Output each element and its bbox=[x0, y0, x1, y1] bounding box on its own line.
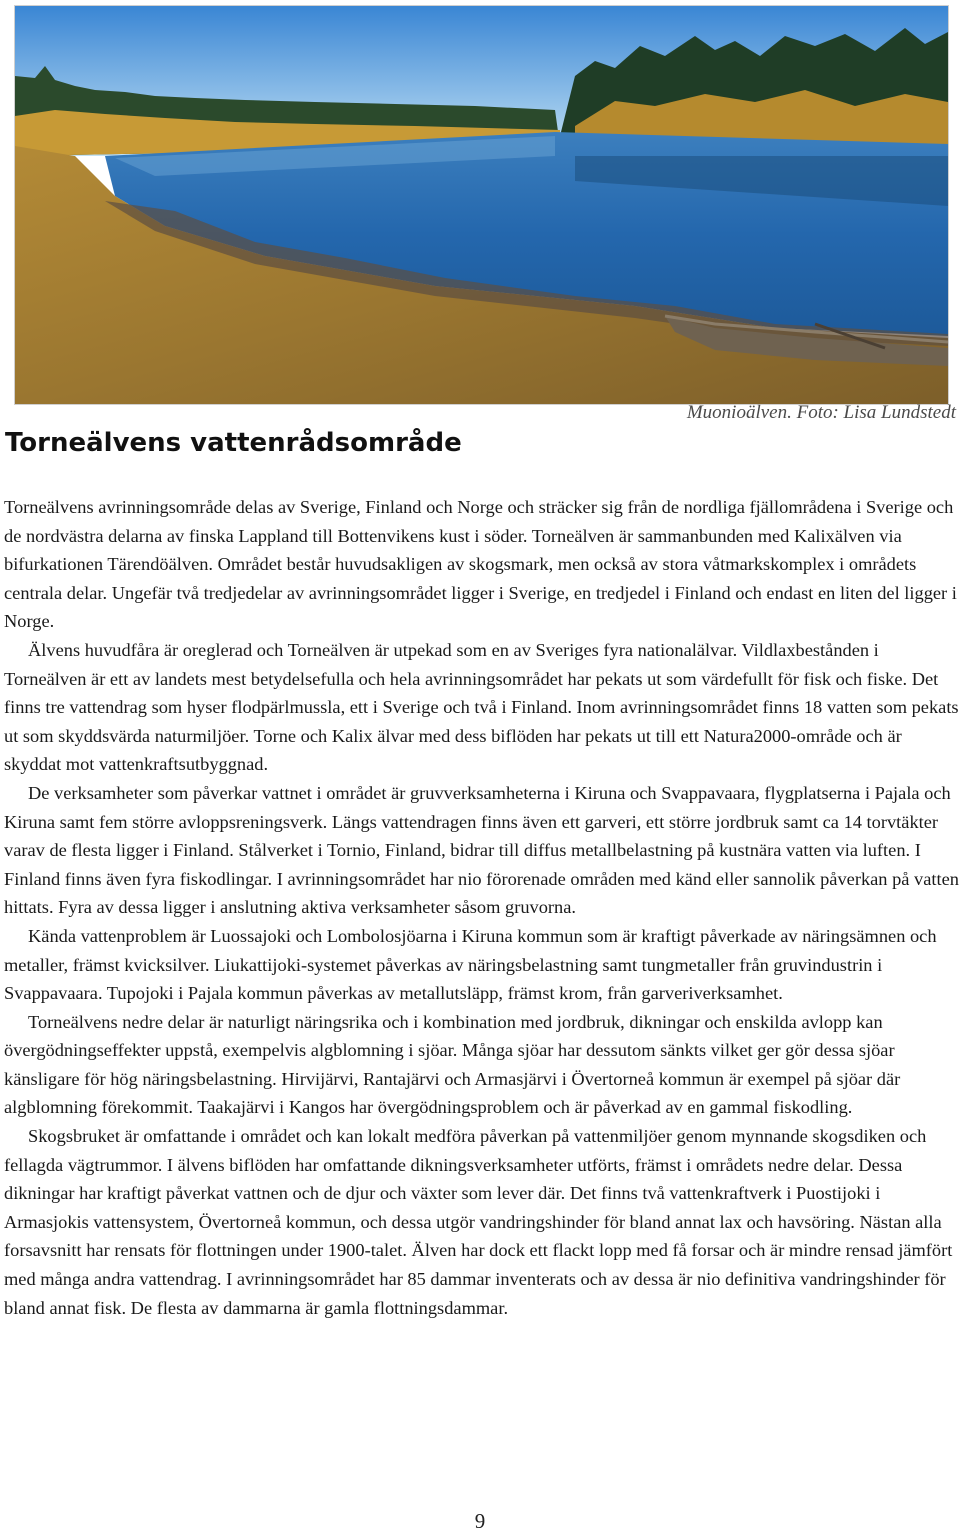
photo-caption: Muonioälven. Foto: Lisa Lundstedt bbox=[686, 402, 956, 423]
page-title: Torneälvens vattenrådsområde bbox=[5, 428, 462, 458]
paragraph: Torneälvens avrinningsområde delas av Sverige, Finland och Norge och sträcker sig från de nordliga fjällområdena i Sverige och de nordvästra delarna av finska Lappland till Bottenvikens kust i söder. Torneälven är sammanbunden med Kalixälven via bifurkationen Tärendöälven. Området består huvudsakligen av skogsmark, men också av stora våtmarkskomplex i områdets centrala delar. Ungefär två tredjedelar av avrinningsområdet ligger i Sverige, en tredjedel i Finland och endast en liten del ligger i Norge. bbox=[4, 497, 957, 632]
river-landscape-image bbox=[15, 6, 948, 404]
paragraph: Skogsbruket är omfattande i området och kan lokalt medföra påverkan på vattenmiljöer genom mynnande skogsdiken och fellagda vägtrummor. I älvens biflöden har omfattande dikningsverksamheter utförts, främst i områdets nedre delar. Dessa dikningar har kraftigt påverkat vattnen och de djur och växter som lever där. Det finns två vattenkraftverk i Puostijoki i Armasjokis vattensystem, Övertorneå kommun, och dessa utgör vandringshinder för bland annat lax och havsöring. Nästan alla forsavsnitt har rensats för flottningen under 1900-talet. Älven har dock ett flackt lopp med få forsar och är mindre rensad jämfört med många andra vattendrag. I avrinningsområdet har 85 dammar inventerats och av dessa är nio definitiva vandringshinder för bland annat fisk. De flesta av dammarna är gamla flottningsdammar. bbox=[4, 1126, 953, 1318]
paragraph: Kända vattenproblem är Luossajoki och Lombolosjöarna i Kiruna kommun som är kraftigt påverkade av näringsämnen och metaller, främst kvicksilver. Liukattijoki-systemet påverkas av näringsbelastning samt tungmetaller från gruvindustrin i Svappavaara. Tupojoki i Pajala kommun påverkas av metallutsläpp, främst krom, från garveriverksamhet. bbox=[4, 925, 937, 1004]
page-number: 9 bbox=[474, 1509, 486, 1533]
body-text bbox=[4, 493, 960, 1322]
paragraph: De verksamheter som påverkar vattnet i området är gruvverksamheterna i Kiruna och Svappavaara, flygplatserna i Pajala och Kiruna samt fem större avloppsreningsverk. Längs vattendragen finns även ett garveri, ett större jordbruk samt ca 14 torvtäkter varav de flesta ligger i Finland. Stålverket i Tornio, Finland, bidrar till diffus metallbelastning på kustnära vatten via luften. I Finland finns även fyra fiskodlingar. I avrinningsområdet har nio förorenade områden med känd eller sannolik påverkan på vatten hittats. Fyra av dessa ligger i anslutning aktiva verksamheter såsom gruvorna. bbox=[4, 782, 959, 918]
paragraph: Älvens huvudfåra är oreglerad och Torneälven är utpekad som en av Sveriges fyra nationalälvar. Vildlaxbestånden i Torneälven är ett av landets mest betydelsefulla och hela avrinningsområdet har pekats ut som värdefullt för fisk och fiske. Det finns tre vattendrag som hyser flodpärlmussla, ett i Sverige och två i Finland. Inom avrinningsområdet finns 18 vatten som pekats ut som skyddsvärda naturmiljöer. Torne och Kalix älvar med dess biflöden har pekats ut till ett Natura2000-område och är skyddat mot vattenkraftsutbyggnad. bbox=[4, 639, 959, 775]
paragraph: Torneälvens nedre delar är naturligt näringsrika och i kombination med jordbruk, dikningar och enskilda avlopp kan övergödningseffekter uppstå, exempelvis algblomning i sjöar. Många sjöar har dessutom sänkts vilket ger gör dessa sjöar känsligare för hög näringsbelastning. Hirvijärvi, Rantajärvi och Armasjärvi i Övertorneå kommun är exempel på sjöar där algblomning förekommit. Taakajärvi i Kangos har övergödningsproblem och är påverkad av en gammal fiskodling. bbox=[4, 1011, 901, 1118]
river-photo bbox=[14, 5, 949, 405]
